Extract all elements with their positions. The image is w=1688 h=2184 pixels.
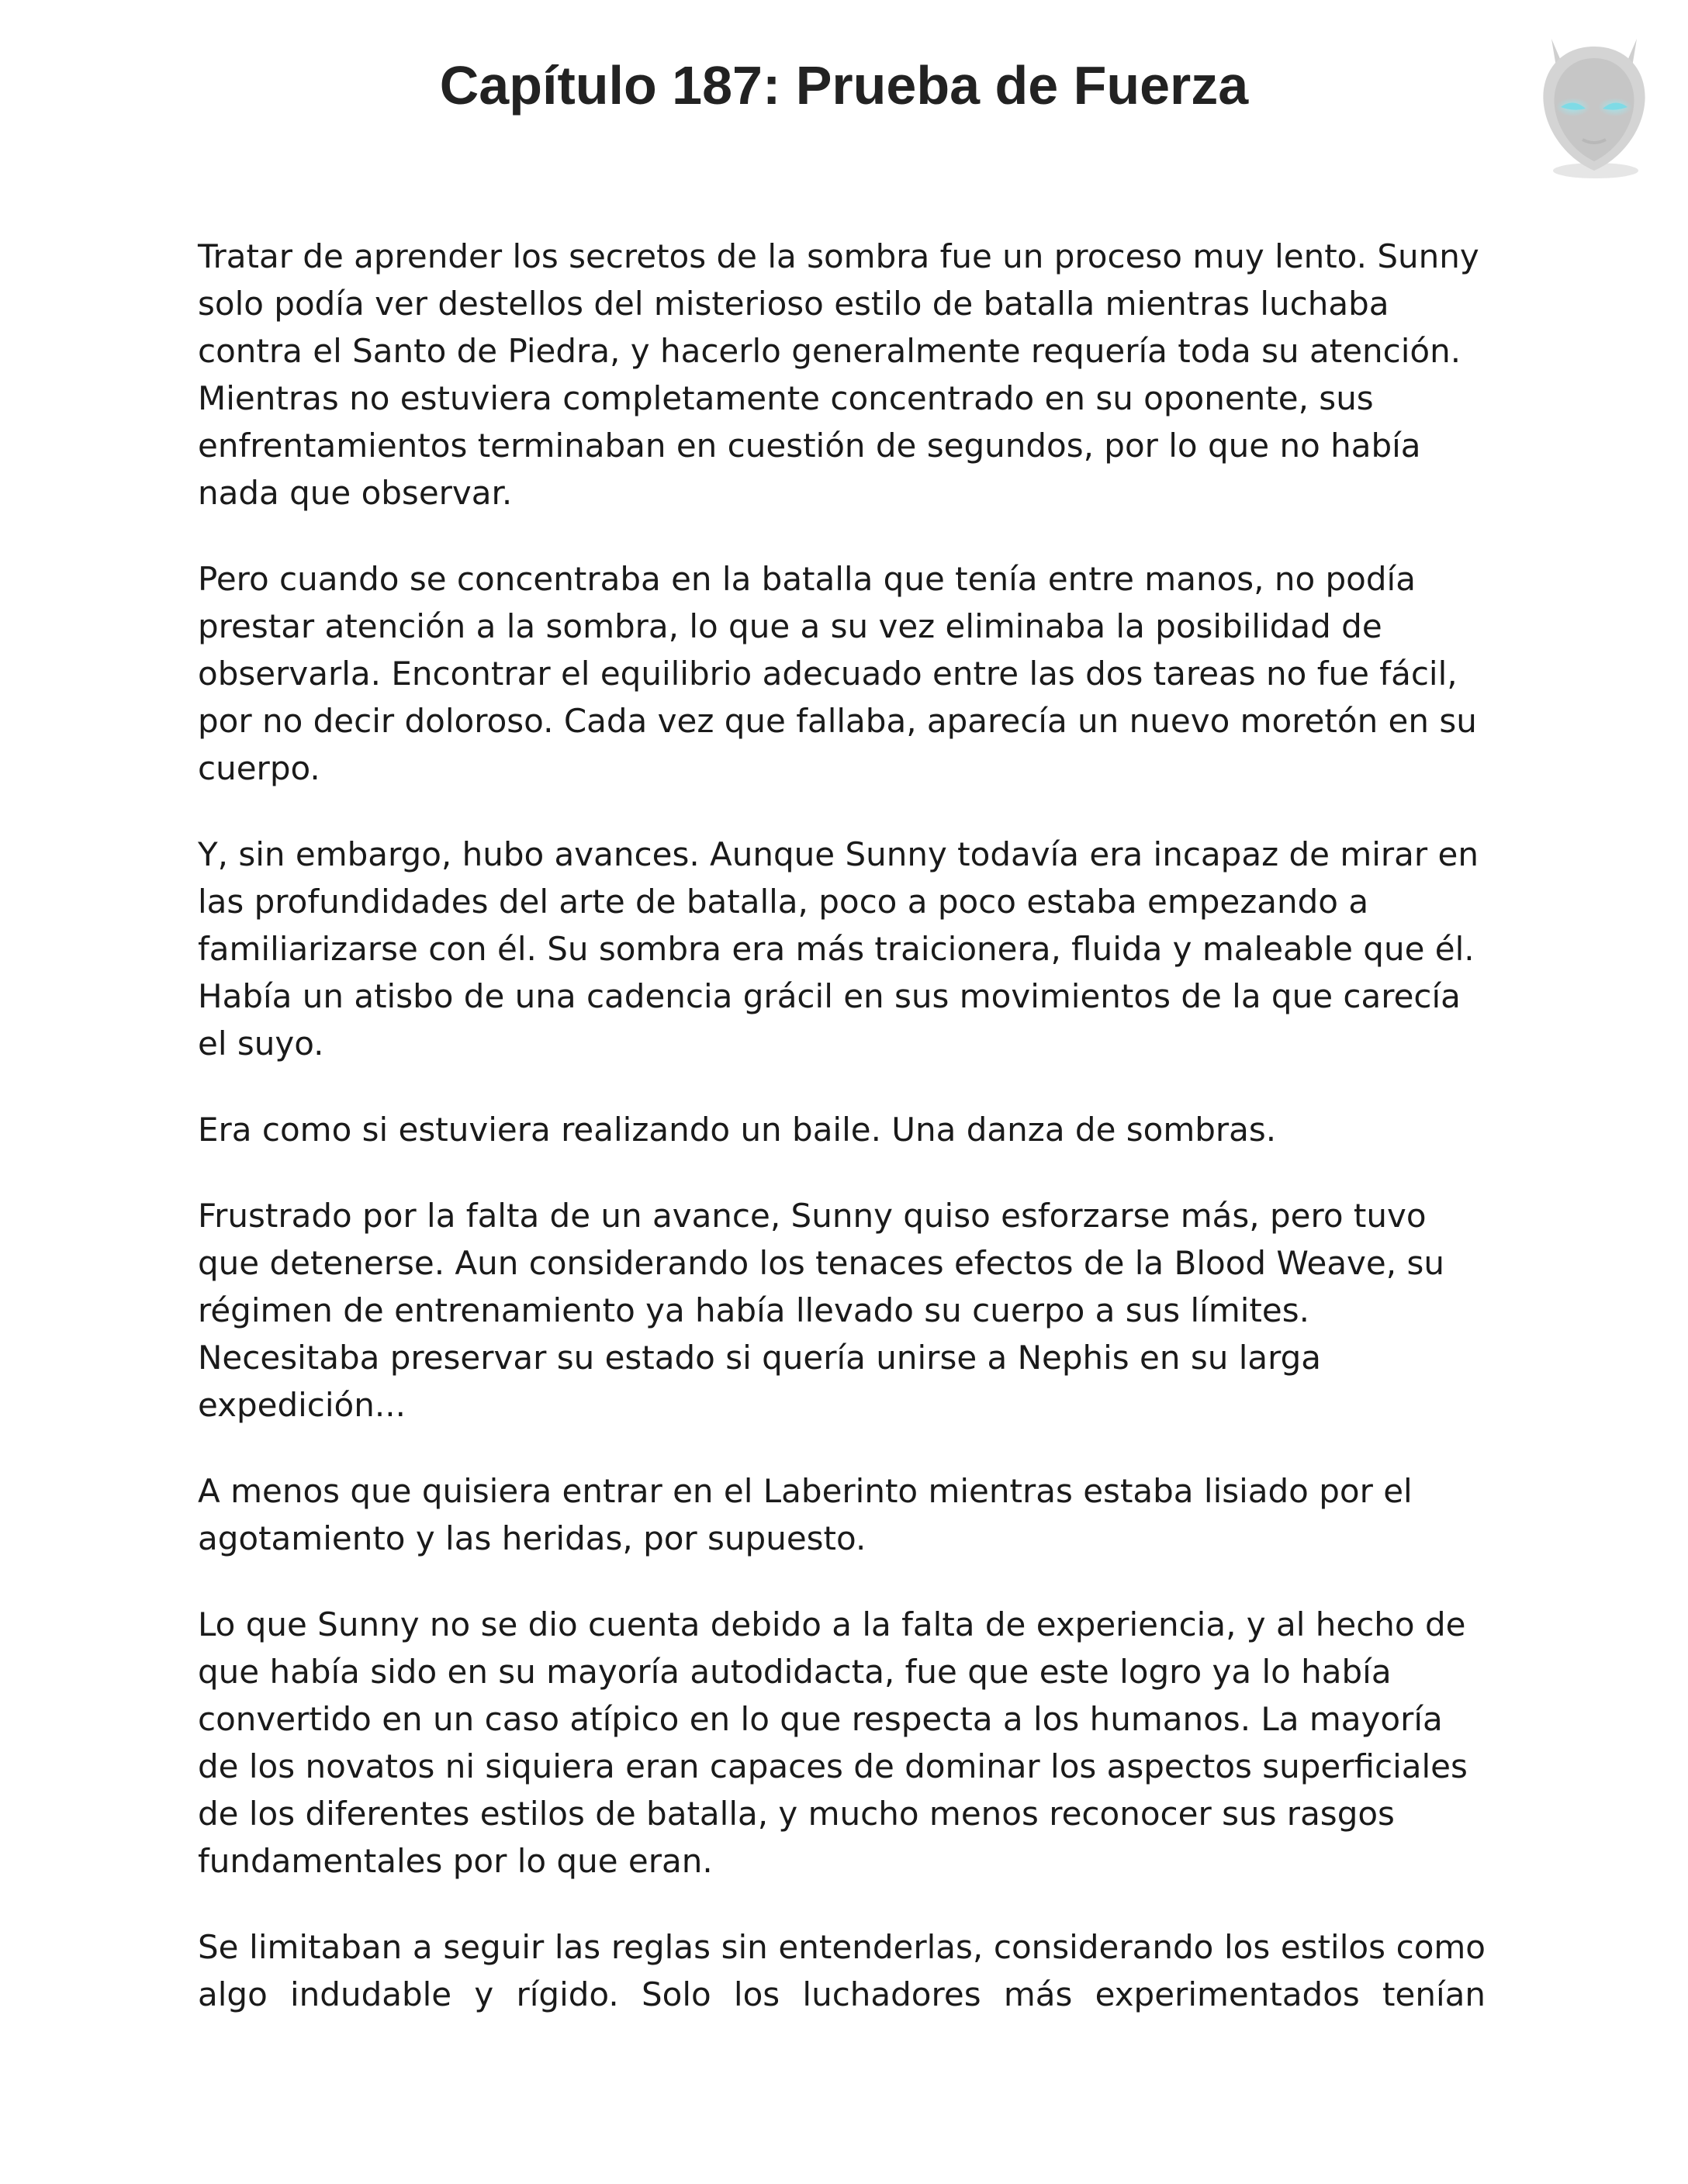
paragraph: Tratar de aprender los secretos de la sombra fue un proceso muy lento. Sunny solo podía ver destellos del misterioso estilo de batalla mientras luchaba contra el Santo de Piedra, y hacerlo generalmente requería toda su atención. Mientras no estuviera completamente concentrado en su oponente, sus enfrentamientos terminaban en cuestión de segundos, por lo que no había nada que observar. [198,237,1479,512]
chapter-title: Capítulo 187: Prueba de Fuerza [439,55,1249,116]
paragraph: Pero cuando se concentraba en la batalla que tenía entre manos, no podía prestar atención a la sombra, lo que a su vez eliminaba la posibilidad de observarla. Encontrar el equilibrio adecuado entre las dos tareas no fue fácil, por no decir doloroso. Cada vez que fallaba, aparecía un nuevo moretón en su cuerpo. [198,560,1477,787]
paragraph: Frustrado por la falta de un avance, Sunny quiso esforzarse más, pero tuvo que detenerse. Aun considerando los tenaces efectos de la Blood Weave, su régimen de entrenamiento ya había llevado su cuerpo a sus límites. Necesitaba preservar su estado si quería unirse a Nephis en su larga expedición... [198,1197,1444,1424]
paragraph: Era como si estuviera realizando un baile. Una danza de sombras. [198,1111,1277,1149]
paragraph: Lo que Sunny no se dio cuenta debido a la falta de experiencia, y al hecho de que había sido en su mayoría autodidacta, fue que este logro ya lo había convertido en un caso atípico en lo que respecta a los humanos. La mayoría de los novatos ni siquiera eran capaces de dominar los aspectos superficiales de los diferentes estilos de batalla, y mucho menos reconocer sus rasgos fundamentales por lo que eran. [198,1605,1468,1880]
paragraph: Se limitaban a seguir las reglas sin entenderlas, considerando los estilos como algo indudable y rígido. Solo los luchadores más experimentados tenían [198,1928,1486,2013]
paragraph: Y, sin embargo, hubo avances. Aunque Sunny todavía era incapaz de mirar en las profundidades del arte de batalla, poco a poco estaba empezando a familiarizarse con él. Su sombra era más traicionera, fluida y maleable que él. Había un atisbo de una cadencia grácil en sus movimientos de la que carecía el suyo. [198,835,1479,1063]
chapter-body [198,233,1486,2057]
paragraph: A menos que quisiera entrar en el Laberinto mientras estaba lisiado por el agotamiento y las heridas, por supuesto. [198,1472,1413,1557]
demon-head-logo-icon [1520,16,1668,186]
